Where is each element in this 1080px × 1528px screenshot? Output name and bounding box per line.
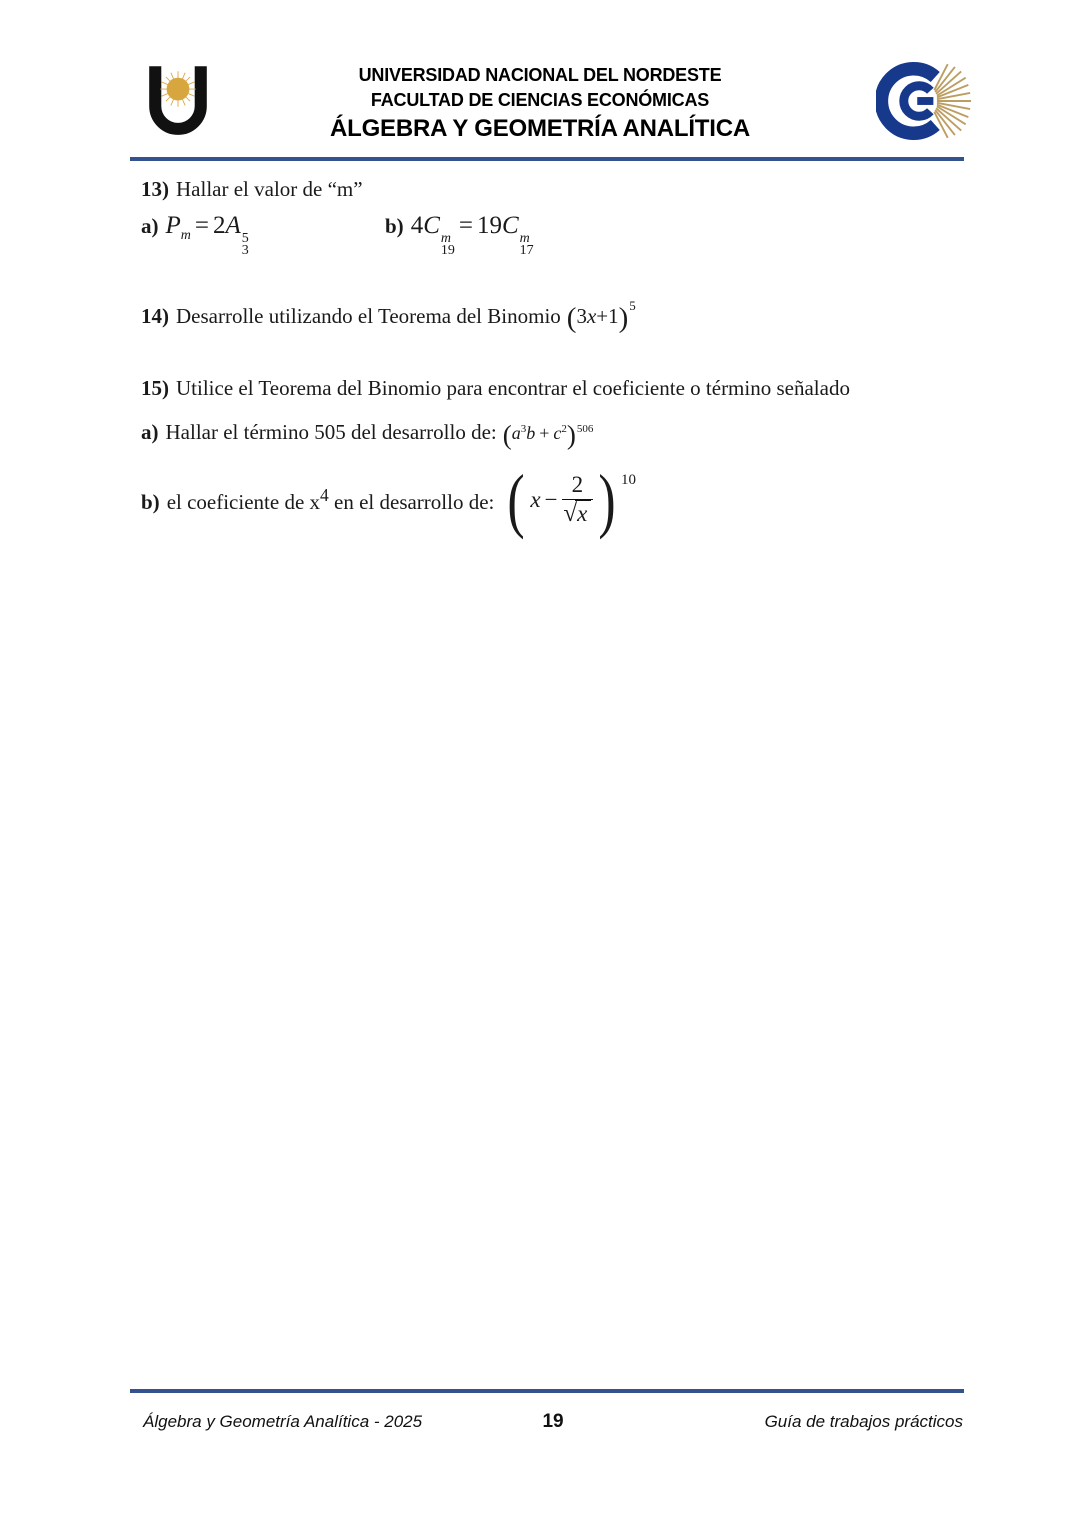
close-paren: )	[598, 460, 616, 540]
numerator: 2	[562, 474, 594, 500]
footer-course-year: Álgebra y Geometría Analítica - 2025	[143, 1412, 423, 1431]
exponent-506: 506	[576, 423, 594, 435]
combination-symbol: C	[501, 212, 519, 239]
sup-sub-stack	[441, 233, 455, 257]
footer-guide-label: Guía de trabajos prácticos	[764, 1412, 964, 1431]
variable-b: b	[526, 423, 536, 443]
open-paren: (	[502, 420, 512, 450]
formula-body	[530, 471, 593, 527]
exponent: 5	[629, 298, 636, 313]
exercise-13-formulas	[141, 212, 981, 257]
radical-sign: √	[563, 499, 578, 527]
item-b-label: b)	[141, 490, 160, 514]
equals-sign: =	[194, 212, 210, 239]
exercise-13-title	[141, 176, 981, 202]
binomial-14-formula	[566, 298, 636, 334]
subscript: 17	[519, 243, 534, 258]
exercise-15-title	[141, 375, 981, 401]
coefficient: 2	[213, 212, 226, 239]
exercise-15b-text-group	[141, 485, 494, 515]
formula-13a	[141, 212, 385, 257]
footer-rule	[130, 1389, 964, 1393]
close-paren: )	[566, 420, 576, 450]
exponent: 2	[561, 423, 567, 435]
exercise-15b-text-pre: el coeficiente de x	[166, 490, 321, 514]
e-middle-bar	[917, 97, 933, 105]
exercise-15a-text: Hallar el término 505 del desarrollo de:	[165, 420, 497, 444]
course-title: ÁLGEBRA Y GEOMETRÍA ANALÍTICA	[330, 115, 750, 142]
equals-sign: =	[458, 212, 473, 239]
faculty-name: FACULTAD DE CIENCIAS ECONÓMICAS	[370, 90, 710, 110]
combination-symbol: C	[423, 212, 440, 239]
x-exponent: 4	[320, 485, 329, 505]
fraction	[562, 471, 594, 527]
exercise-14-text: Desarrolle utilizando el Teorema del Binomio	[176, 304, 561, 328]
coefficient: 4	[410, 212, 424, 239]
exercise-13-number: 13)	[141, 177, 169, 201]
exercises-block	[141, 176, 981, 539]
minus-sign: −	[544, 487, 558, 512]
sup-sub-stack	[242, 233, 249, 257]
exercise-15b	[141, 461, 981, 539]
exercise-13-text: Hallar el valor de “m”	[176, 177, 363, 201]
fce-economics-logo-icon	[876, 56, 980, 146]
formula-13b	[385, 212, 534, 257]
university-name: UNIVERSIDAD NACIONAL DEL NORDESTE	[358, 65, 722, 85]
subscript: 19	[440, 243, 455, 258]
binomial-15b-formula	[504, 460, 637, 540]
superscript: m	[519, 231, 530, 246]
open-paren: (	[507, 460, 526, 540]
variable-x: x	[530, 487, 541, 512]
exercise-14	[141, 291, 981, 333]
exponent-10: 10	[621, 472, 637, 488]
page-number: 19	[542, 1411, 564, 1432]
item-a-label: a)	[141, 420, 159, 444]
close-paren: )	[618, 302, 629, 334]
item-b-label: b)	[385, 214, 404, 238]
radicand-x: x	[575, 500, 591, 526]
exercise-15a	[141, 415, 981, 449]
plus-one: +1	[596, 304, 619, 328]
rays-icon	[934, 64, 971, 138]
superscript: m	[440, 231, 451, 246]
denominator	[563, 500, 591, 527]
exercise-15-text: Utilice el Teorema del Binomio para encontrar el coeficiente o término señalado	[176, 376, 850, 400]
perm-subscript: m	[180, 228, 191, 243]
exercise-15b-text-post: en el desarrollo de:	[334, 490, 495, 514]
exponent: 3	[520, 423, 527, 435]
header-rule	[130, 157, 964, 161]
binomial-15a-formula	[502, 420, 594, 450]
arrangement-symbol: A	[225, 212, 241, 239]
variable-a: a	[511, 423, 521, 443]
variable-x: x	[586, 304, 597, 328]
plus-sign: +	[539, 423, 550, 443]
sup-sub-stack	[520, 233, 534, 257]
page-footer	[143, 1411, 963, 1433]
coefficient: 3	[576, 304, 587, 328]
exercise-14-number: 14)	[141, 304, 169, 328]
subscript: 3	[241, 243, 249, 258]
perm-symbol: P	[165, 212, 181, 239]
variable-c: c	[553, 423, 562, 443]
superscript: 5	[241, 231, 249, 246]
exercise-15-number: 15)	[141, 376, 169, 400]
item-a-label: a)	[141, 214, 159, 238]
coefficient: 19	[476, 212, 502, 239]
open-paren: (	[566, 302, 577, 334]
